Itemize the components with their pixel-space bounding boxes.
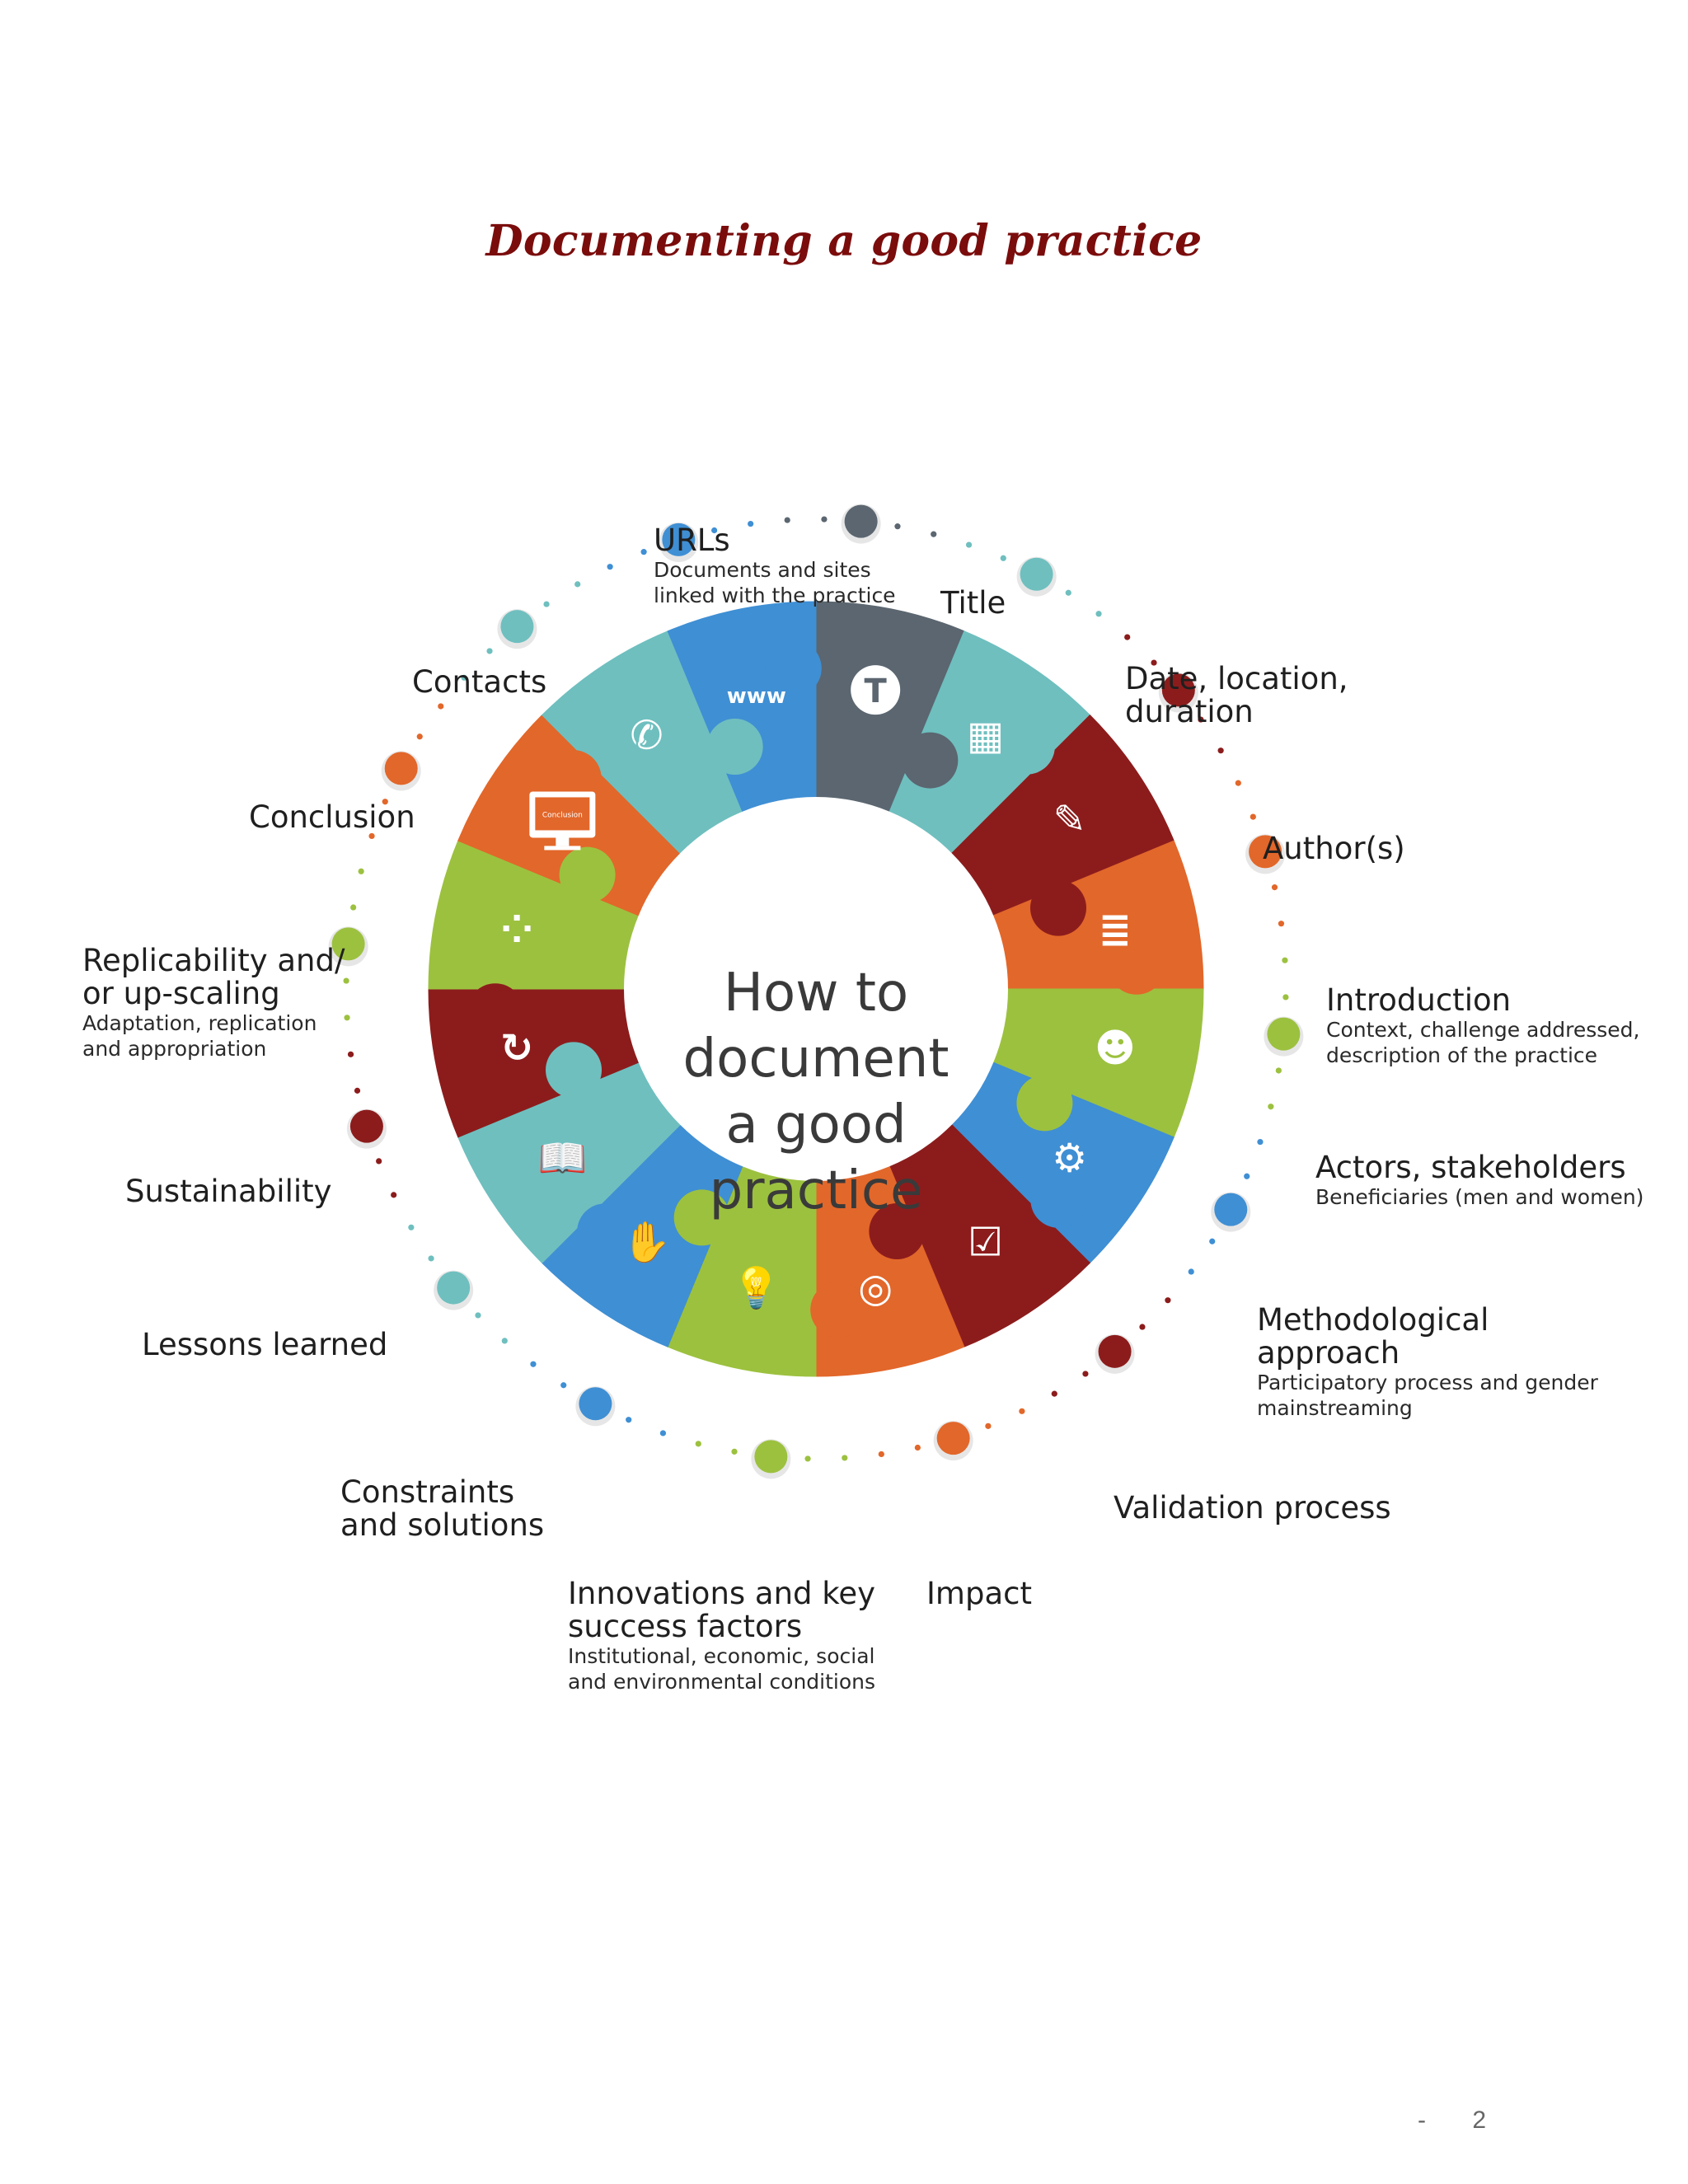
label-title: duration [1125, 694, 1254, 729]
item-marker-dot [350, 1110, 383, 1143]
item-marker-dot [1020, 558, 1053, 591]
svg-text:☑: ☑ [968, 1219, 1004, 1266]
label-subtitle: Documents and sites [654, 558, 871, 582]
label-title: Contacts [412, 664, 547, 700]
label-title: Title [940, 585, 1006, 621]
connector-dot [543, 601, 549, 607]
label-subtitle: description of the practice [1326, 1043, 1598, 1067]
label-title: Actors, stakeholders [1315, 1150, 1626, 1185]
connector-dot [985, 1423, 991, 1429]
document-icon [1099, 907, 1132, 953]
label-title: Impact [926, 1576, 1032, 1611]
center-line: a good [725, 1094, 907, 1155]
puzzle-knob [1016, 1075, 1072, 1131]
connector-dot [915, 1445, 921, 1451]
item-marker-dot [579, 1387, 612, 1420]
connector-dot [376, 1158, 382, 1164]
label-subtitle: Context, challenge addressed, [1326, 1018, 1640, 1042]
label-title-item [940, 587, 1006, 620]
connector-dot [696, 1441, 701, 1446]
label-title: success factors [568, 1609, 803, 1644]
label-replicability [82, 944, 345, 1062]
item-marker-dot [937, 1422, 970, 1455]
page-title: Documenting a good practice [485, 216, 1203, 266]
center-title [655, 960, 977, 1224]
puzzle-knob [902, 733, 958, 789]
puzzle-knob [999, 719, 1055, 775]
item-marker-dot [500, 610, 533, 643]
connector-dot [1278, 921, 1284, 926]
label-title: or up-scaling [82, 976, 280, 1011]
puzzle-knob [707, 719, 763, 775]
label-subtitle: Adaptation, replication [82, 1011, 317, 1035]
item-marker-dot [1099, 1335, 1132, 1368]
label-authors [1263, 832, 1405, 865]
label-title: Methodological [1257, 1302, 1489, 1338]
label-subtitle: Beneficiaries (men and women) [1315, 1185, 1644, 1209]
svg-text:↻: ↻ [500, 1025, 534, 1072]
connector-dot [626, 1417, 631, 1422]
center-line: document [682, 1029, 950, 1090]
connector-dot [408, 1225, 414, 1230]
gears-icon [1052, 1136, 1087, 1182]
connector-dot [1001, 555, 1006, 561]
connector-dot [574, 581, 580, 587]
label-title: Constraints [340, 1474, 515, 1510]
lightbulb-icon [732, 1265, 781, 1311]
phone-icon [630, 712, 663, 758]
web-user-icon [727, 684, 786, 709]
target-icon [858, 1265, 893, 1311]
connector-dot [1236, 780, 1241, 786]
connector-dot [1272, 884, 1278, 890]
label-subtitle: Institutional, economic, social [568, 1644, 875, 1668]
svg-text:✎: ✎ [1053, 796, 1086, 843]
connector-dot [428, 1255, 434, 1261]
connector-dot [1282, 994, 1288, 1000]
svg-text:💡: 💡 [731, 1264, 781, 1311]
connector-dot [660, 1430, 666, 1436]
connector-dot [821, 516, 827, 522]
connector-dot [1124, 634, 1130, 640]
label-sustainability [125, 1175, 332, 1208]
puzzle-knob [546, 1042, 602, 1098]
svg-text:✆: ✆ [630, 712, 663, 759]
label-contacts [412, 666, 546, 699]
connector-dot [348, 1052, 354, 1057]
puzzle-knob [560, 847, 616, 903]
label-subtitle: and environmental conditions [568, 1670, 876, 1694]
connector-dot [1052, 1391, 1057, 1397]
svg-text:☻: ☻ [1094, 1025, 1136, 1072]
label-introduction [1326, 984, 1639, 1068]
connector-dot [607, 564, 613, 569]
label-title: Date, location, [1125, 661, 1348, 696]
monitor-caption: Conclusion [542, 811, 583, 820]
item-marker-dot [385, 752, 418, 785]
label-title: and solutions [340, 1507, 545, 1543]
svg-text:◎: ◎ [858, 1264, 893, 1311]
item-marker-dot [754, 1440, 787, 1473]
label-title: Lessons learned [142, 1327, 388, 1362]
connector-dot [931, 532, 936, 537]
connector-dot [502, 1338, 508, 1343]
connector-dot [417, 733, 423, 739]
connector-dot [438, 703, 443, 709]
connector-dot [475, 1312, 481, 1318]
connector-dot [1257, 1139, 1263, 1145]
connector-dot [1276, 1067, 1282, 1073]
label-title: approach [1257, 1335, 1400, 1371]
people-icon [1095, 1025, 1136, 1071]
connector-dot [1139, 1324, 1145, 1329]
label-title: Introduction [1326, 982, 1512, 1018]
connector-dot [785, 517, 790, 523]
connector-dot [530, 1361, 536, 1367]
connector-dot [1268, 1104, 1273, 1109]
book-icon [537, 1136, 587, 1182]
handshake-icon [622, 1220, 672, 1266]
item-marker-dot [1267, 1018, 1300, 1051]
connector-dot [1209, 1239, 1215, 1244]
connector-dot [354, 1088, 360, 1094]
connector-dot [1066, 590, 1071, 596]
connector-dot [966, 541, 972, 547]
connector-dot [560, 1382, 566, 1388]
svg-text:T: T [864, 673, 887, 711]
label-title: Validation process [1114, 1490, 1391, 1526]
label-validation [1114, 1492, 1391, 1525]
svg-text:📖: 📖 [537, 1135, 588, 1182]
loading-icon [500, 907, 533, 953]
svg-text:⚙: ⚙ [1052, 1135, 1088, 1182]
calendar-icon [967, 712, 1004, 758]
refresh-icon [500, 1025, 533, 1071]
svg-text:www: www [726, 684, 786, 710]
svg-text:≣: ≣ [1098, 906, 1132, 953]
label-title: URLs [654, 523, 730, 558]
label-title: Replicability and/ [82, 943, 345, 978]
label-innovations [568, 1577, 875, 1694]
connector-dot [842, 1455, 847, 1460]
item-marker-dot [437, 1272, 470, 1305]
puzzle-knob [1030, 880, 1086, 936]
connector-dot [359, 869, 364, 874]
label-title: Sustainability [125, 1174, 332, 1209]
connector-dot [1218, 748, 1224, 753]
page-number: - 2 [1418, 2107, 1507, 2134]
connector-dot [1250, 813, 1256, 819]
connector-dot [1082, 1371, 1088, 1376]
label-lessons-learned [142, 1329, 387, 1361]
label-date-location [1125, 663, 1348, 729]
checkbox-icon [968, 1220, 1003, 1266]
letter-t-icon [851, 665, 900, 715]
connector-dot [731, 1449, 737, 1455]
connector-dot [1244, 1174, 1250, 1179]
label-constraints [340, 1476, 544, 1542]
connector-dot [344, 1015, 349, 1020]
connector-dot [1282, 958, 1287, 963]
connector-dot [1095, 611, 1101, 616]
connector-dot [804, 1455, 810, 1461]
label-methodological-approach [1257, 1304, 1598, 1421]
label-subtitle: linked with the practice [654, 583, 896, 607]
svg-text:⁘: ⁘ [500, 906, 534, 953]
label-title: Conclusion [249, 799, 415, 835]
svg-text:▦: ▦ [966, 712, 1005, 759]
connector-dot [1165, 1297, 1170, 1303]
label-urls [654, 524, 896, 608]
connector-dot [1189, 1268, 1194, 1274]
label-subtitle: and appropriation [82, 1037, 267, 1061]
connector-dot [486, 648, 492, 654]
label-subtitle: mainstreaming [1257, 1396, 1413, 1420]
label-title: Author(s) [1263, 831, 1405, 866]
item-marker-dot [1214, 1193, 1247, 1226]
pen-icon [1053, 796, 1086, 842]
connector-dot [879, 1451, 884, 1457]
label-subtitle: Participatory process and gender [1257, 1371, 1598, 1394]
center-line: practice [709, 1160, 923, 1221]
connector-dot [350, 904, 356, 910]
svg-text:✋: ✋ [621, 1219, 672, 1266]
connector-dot [391, 1192, 396, 1197]
label-title: Innovations and key [568, 1576, 876, 1611]
label-impact [926, 1577, 1032, 1610]
center-line: How to [723, 963, 909, 1024]
connector-dot [1019, 1408, 1025, 1414]
connector-dot [640, 549, 646, 555]
label-conclusion [249, 801, 415, 834]
label-actors [1315, 1151, 1643, 1210]
